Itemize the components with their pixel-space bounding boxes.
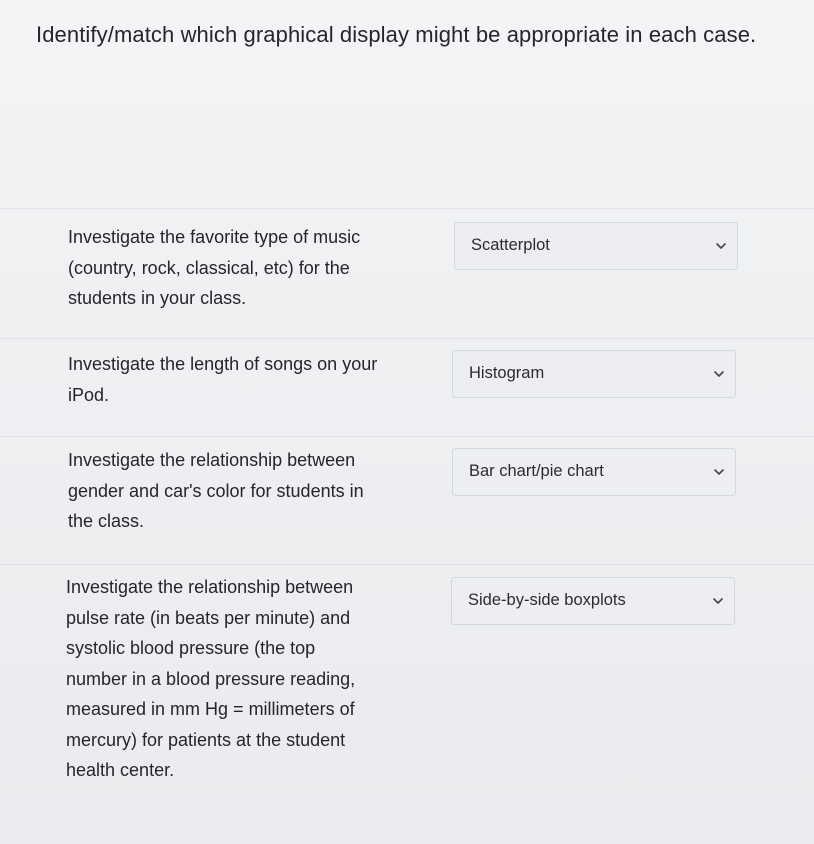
question-row-2: [0, 339, 814, 437]
question-row-4: [0, 565, 814, 844]
chevron-down-icon: [710, 593, 726, 609]
answer-select-3-value: Bar chart/pie chart: [469, 462, 604, 480]
answer-select-1-value: Scatterplot: [471, 236, 550, 254]
chevron-down-icon: [711, 366, 727, 382]
chevron-down-icon: [711, 464, 727, 480]
question-prompt-1: Investigate the favorite type of music (country, rock, classical, etc) for the students in your class.: [68, 227, 361, 308]
answer-select-4-value: Side-by-side boxplots: [468, 591, 626, 609]
question-prompt-2: Investigate the length of songs on your iPod.: [68, 354, 378, 405]
question-row-3: [0, 437, 814, 565]
answer-select-2-value: Histogram: [469, 364, 545, 382]
answer-select-3[interactable]: [452, 448, 736, 496]
question-row-1: [0, 209, 814, 339]
page-title: Identify/match which graphical display might be appropriate in each case.: [36, 22, 757, 47]
chevron-down-icon: [713, 238, 729, 254]
answer-select-2[interactable]: [452, 350, 736, 398]
answer-select-1[interactable]: [454, 222, 738, 270]
question-prompt-3: Investigate the relationship between gender and car's color for students in the class.: [68, 450, 364, 531]
question-prompt-4: Investigate the relationship between pulse rate (in beats per minute) and systolic blood pressure (the top number in a blood pressure reading, measured in mm Hg = millimeters of mercury) for patients at the student health center.: [66, 577, 356, 780]
answer-select-4[interactable]: [451, 577, 735, 625]
